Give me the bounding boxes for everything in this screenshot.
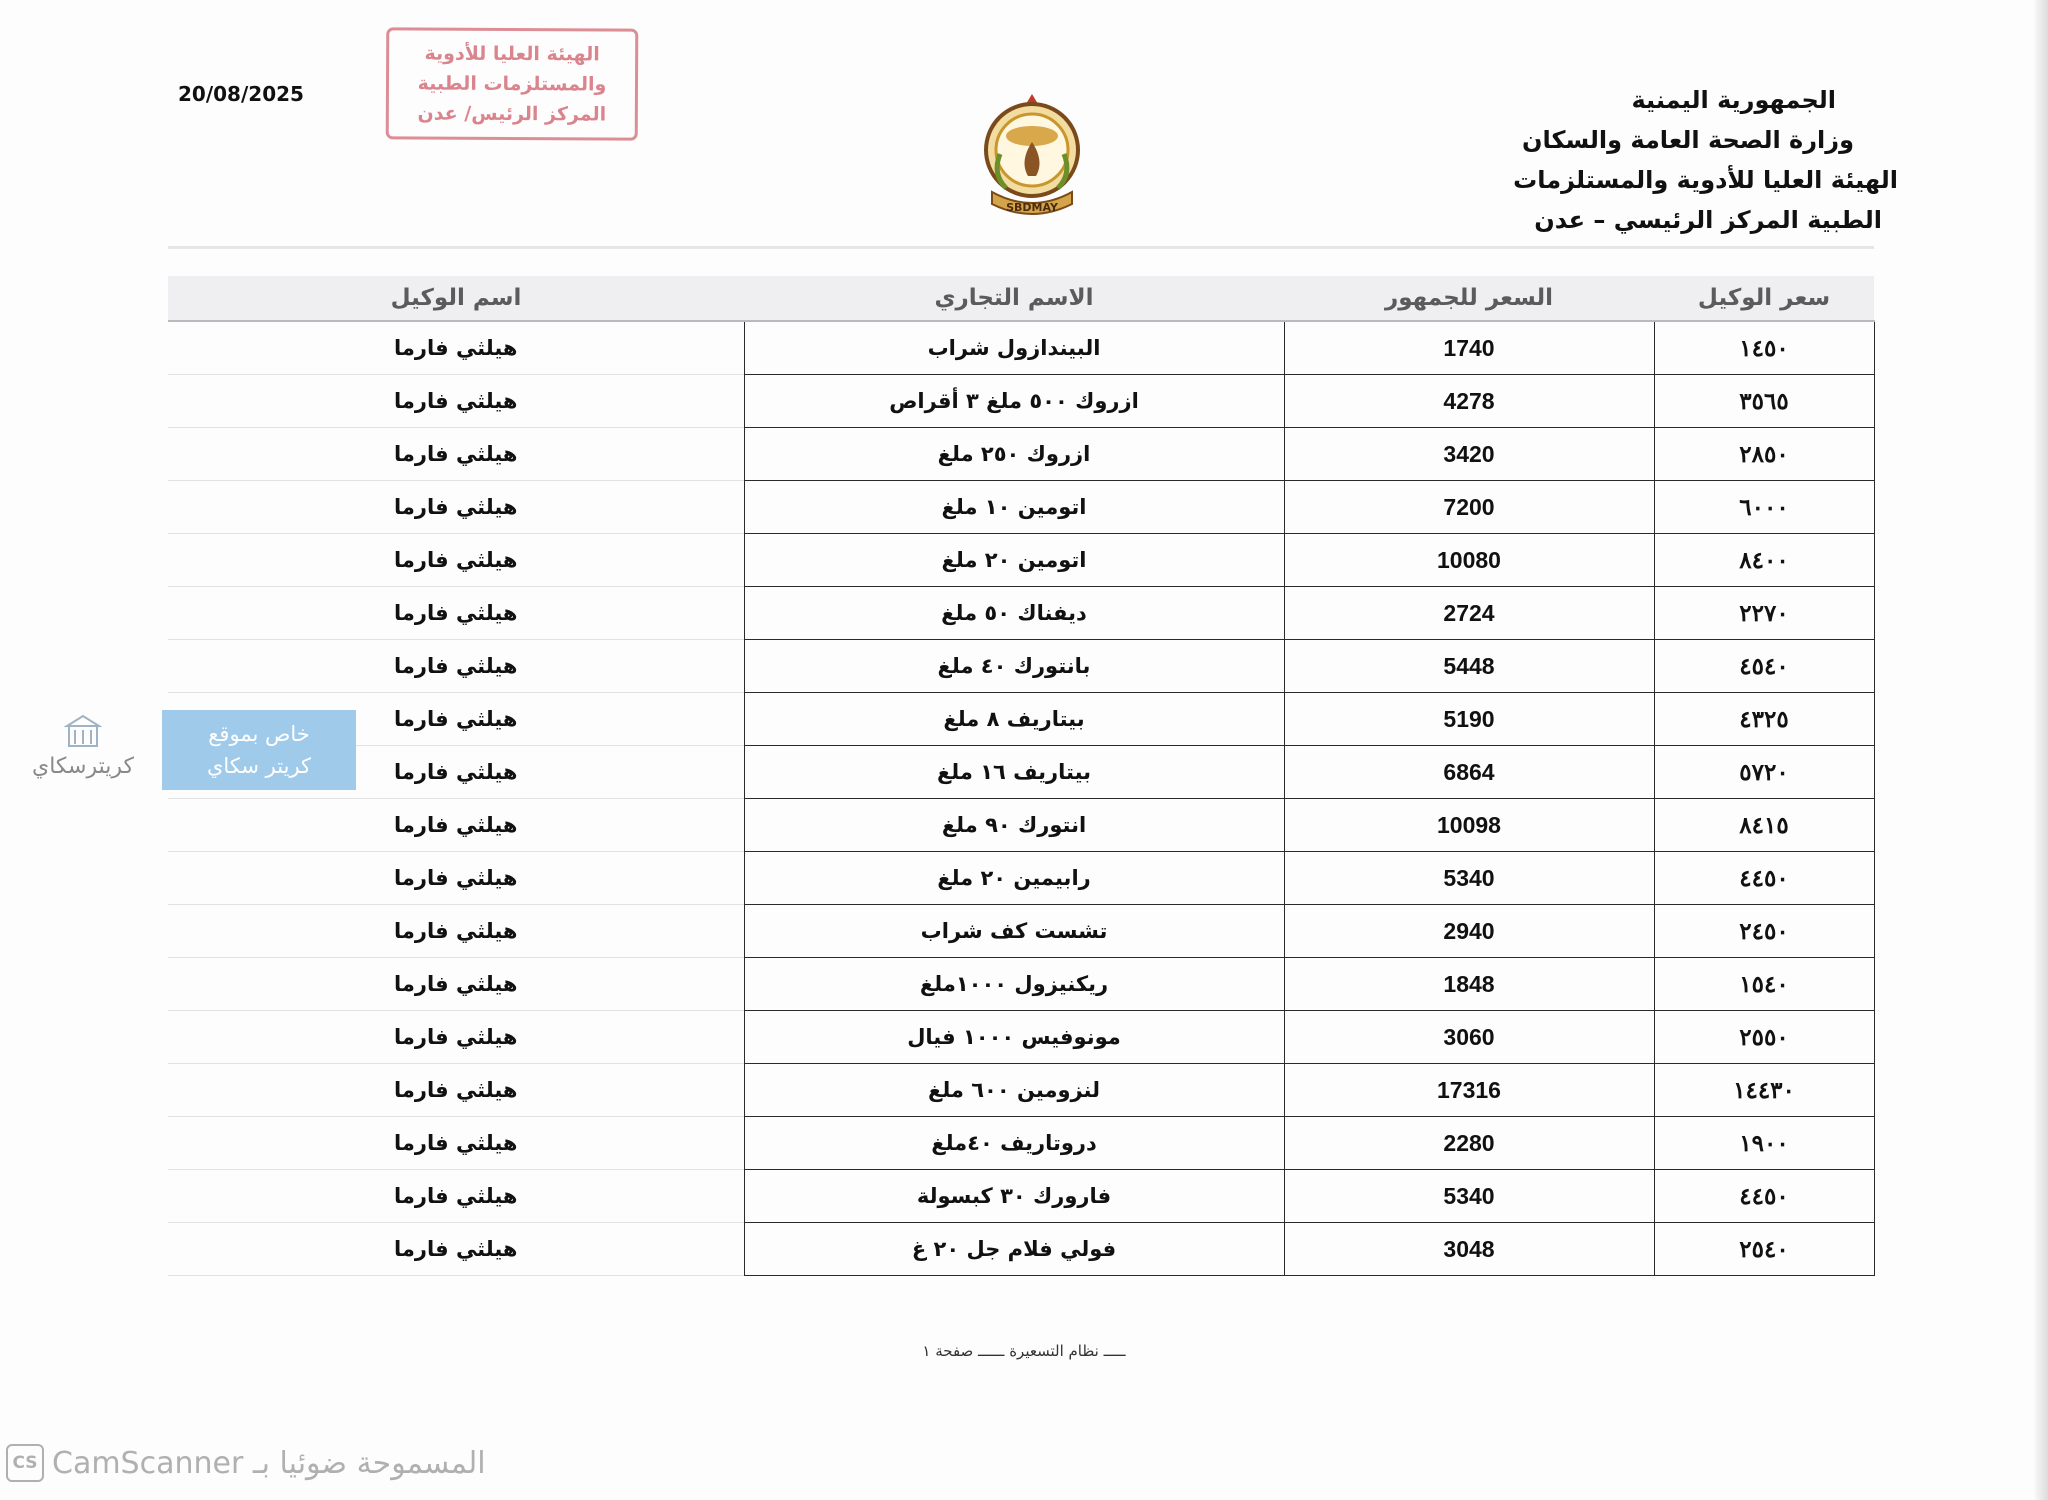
cell-agent-price: ٨٤٠٠ bbox=[1654, 534, 1874, 587]
cell-agent-price: ٤٥٤٠ bbox=[1654, 640, 1874, 693]
cell-trade-name: فولي فلام جل ٢٠ غ bbox=[744, 1223, 1284, 1276]
watermark-line: كريتر سكاي bbox=[206, 754, 312, 778]
column-header-agent-name: اسم الوكيل bbox=[168, 276, 744, 321]
cell-trade-name: انتورك ٩٠ ملغ bbox=[744, 799, 1284, 852]
column-header-agent-price: سعر الوكيل bbox=[1654, 276, 1874, 321]
table-row bbox=[168, 852, 1874, 905]
cell-agent-price: ١٥٤٠ bbox=[1654, 958, 1874, 1011]
cell-agent-price: ٦٠٠٠ bbox=[1654, 481, 1874, 534]
cell-trade-name: بيتاريف ٨ ملغ bbox=[744, 693, 1284, 746]
cell-agent-name: هيلثي فارما bbox=[168, 587, 744, 640]
cell-agent-name: هيلثي فارما bbox=[168, 1170, 744, 1223]
org-line-ministry: وزارة الصحة العامة والسكان bbox=[1522, 126, 1854, 154]
cell-agent-name: هيلثي فارما bbox=[168, 905, 744, 958]
cell-trade-name: دروتاريف ٤٠ملغ bbox=[744, 1117, 1284, 1170]
cell-agent-price: ١٤٥٠ bbox=[1654, 321, 1874, 375]
stamp-line: المركز الرئيس/ عدن bbox=[417, 102, 607, 126]
cell-trade-name: ديفناك ٥٠ ملغ bbox=[744, 587, 1284, 640]
table-row bbox=[168, 958, 1874, 1011]
cell-agent-price: ٢٢٧٠ bbox=[1654, 587, 1874, 640]
cell-public-price: 6864 bbox=[1284, 746, 1654, 799]
cell-public-price: 2280 bbox=[1284, 1117, 1654, 1170]
cell-agent-name: هيلثي فارما bbox=[168, 640, 744, 693]
cell-public-price: 2724 bbox=[1284, 587, 1654, 640]
document-date: 20/08/2025 bbox=[178, 82, 304, 106]
cell-public-price: 1740 bbox=[1284, 321, 1654, 375]
table-header-row bbox=[168, 276, 1874, 321]
column-header-trade-name: الاسم التجاري bbox=[744, 276, 1284, 321]
cell-public-price: 5340 bbox=[1284, 1170, 1654, 1223]
watermark-logo bbox=[18, 712, 148, 782]
cell-public-price: 17316 bbox=[1284, 1064, 1654, 1117]
cell-trade-name: فارورك ٣٠ كبسولة bbox=[744, 1170, 1284, 1223]
sbdmay-emblem-icon bbox=[972, 92, 1092, 228]
cell-trade-name: بانتورك ٤٠ ملغ bbox=[744, 640, 1284, 693]
cell-trade-name: تشست كف شراب bbox=[744, 905, 1284, 958]
cell-agent-price: ٤٣٢٥ bbox=[1654, 693, 1874, 746]
camscanner-watermark bbox=[6, 1440, 486, 1486]
cell-agent-name: هيلثي فارما bbox=[168, 481, 744, 534]
table-row bbox=[168, 905, 1874, 958]
cell-trade-name: ازروك ٥٠٠ ملغ ٣ أقراص bbox=[744, 375, 1284, 428]
cell-agent-name: هيلثي فارما bbox=[168, 852, 744, 905]
price-table-container bbox=[168, 276, 1874, 1276]
cell-agent-name: هيلثي فارما bbox=[168, 321, 744, 375]
cell-agent-name: هيلثي فارما bbox=[168, 428, 744, 481]
cell-agent-price: ٥٧٢٠ bbox=[1654, 746, 1874, 799]
column-header-public-price: السعر للجمهور bbox=[1284, 276, 1654, 321]
scan-edge-shadow bbox=[2034, 0, 2048, 1500]
cell-trade-name: رابيمين ٢٠ ملغ bbox=[744, 852, 1284, 905]
watermark-banner bbox=[162, 710, 356, 790]
org-line-authority: الهيئة العليا للأدوية والمستلزمات bbox=[1513, 166, 1898, 194]
cell-public-price: 3048 bbox=[1284, 1223, 1654, 1276]
table-row bbox=[168, 640, 1874, 693]
table-row bbox=[168, 799, 1874, 852]
organization-header bbox=[1478, 80, 1898, 240]
table-row bbox=[168, 428, 1874, 481]
cell-public-price: 7200 bbox=[1284, 481, 1654, 534]
table-row bbox=[168, 481, 1874, 534]
stamp-line: والمستلزمات الطبية bbox=[417, 72, 607, 96]
table-row bbox=[168, 1223, 1874, 1276]
emblem-text: SBDMAY bbox=[1006, 201, 1058, 214]
cell-trade-name: لنزومين ٦٠٠ ملغ bbox=[744, 1064, 1284, 1117]
table-row bbox=[168, 693, 1874, 746]
cell-public-price: 5340 bbox=[1284, 852, 1654, 905]
table-body bbox=[168, 321, 1874, 1276]
cell-agent-price: ٢٥٤٠ bbox=[1654, 1223, 1874, 1276]
cell-agent-price: ٢٤٥٠ bbox=[1654, 905, 1874, 958]
cell-public-price: 3420 bbox=[1284, 428, 1654, 481]
cell-public-price: 10080 bbox=[1284, 534, 1654, 587]
cell-agent-name: هيلثي فارما bbox=[168, 693, 744, 746]
table-row bbox=[168, 534, 1874, 587]
cell-trade-name: ريكنيزول ١٠٠٠ملغ bbox=[744, 958, 1284, 1011]
stamp-line: الهيئة العليا للأدوية bbox=[424, 42, 600, 66]
table-row bbox=[168, 1011, 1874, 1064]
table-row bbox=[168, 746, 1874, 799]
org-line-country: الجمهورية اليمنية bbox=[1631, 86, 1836, 114]
cell-agent-price: ٢٨٥٠ bbox=[1654, 428, 1874, 481]
cell-public-price: 5448 bbox=[1284, 640, 1654, 693]
cell-agent-name: هيلثي فارما bbox=[168, 375, 744, 428]
cell-public-price: 4278 bbox=[1284, 375, 1654, 428]
cell-agent-price: ٨٤١٥ bbox=[1654, 799, 1874, 852]
cell-agent-name: هيلثي فارما bbox=[168, 1064, 744, 1117]
table-row bbox=[168, 375, 1874, 428]
official-stamp bbox=[386, 27, 639, 140]
cell-trade-name: البيندازول شراب bbox=[744, 321, 1284, 375]
table-row bbox=[168, 321, 1874, 375]
cell-public-price: 1848 bbox=[1284, 958, 1654, 1011]
cell-trade-name: اتومين ٢٠ ملغ bbox=[744, 534, 1284, 587]
org-line-center: الطبية المركز الرئيسي – عدن bbox=[1534, 206, 1882, 234]
building-logo-icon bbox=[63, 712, 103, 752]
cell-public-price: 5190 bbox=[1284, 693, 1654, 746]
cell-agent-name: هيلثي فارما bbox=[168, 746, 744, 799]
cell-trade-name: ازروك ٢٥٠ ملغ bbox=[744, 428, 1284, 481]
page-footer-note: ـــــ نظام التسعيرة ــــــ صفحة ١ bbox=[922, 1342, 1126, 1360]
cell-public-price: 10098 bbox=[1284, 799, 1654, 852]
cell-agent-price: ٤٤٥٠ bbox=[1654, 852, 1874, 905]
cell-agent-price: ٢٥٥٠ bbox=[1654, 1011, 1874, 1064]
cell-agent-price: ١٩٠٠ bbox=[1654, 1117, 1874, 1170]
cell-trade-name: بيتاريف ١٦ ملغ bbox=[744, 746, 1284, 799]
cell-agent-name: هيلثي فارما bbox=[168, 1223, 744, 1276]
cell-agent-name: هيلثي فارما bbox=[168, 534, 744, 587]
cell-agent-name: هيلثي فارما bbox=[168, 799, 744, 852]
cell-agent-name: هيلثي فارما bbox=[168, 1117, 744, 1170]
header-divider bbox=[168, 246, 1874, 249]
cell-agent-name: هيلثي فارما bbox=[168, 1011, 744, 1064]
cell-trade-name: مونوفيس ١٠٠٠ فيال bbox=[744, 1011, 1284, 1064]
cell-agent-price: ٤٤٥٠ bbox=[1654, 1170, 1874, 1223]
watermark-logo-text: كريترسكاي bbox=[31, 754, 135, 779]
table-row bbox=[168, 1064, 1874, 1117]
camscanner-logo-icon: CS bbox=[6, 1444, 44, 1482]
cell-public-price: 3060 bbox=[1284, 1011, 1654, 1064]
watermark-line: خاص بموقع bbox=[208, 722, 310, 746]
camscanner-text: CamScanner المسموحة ضوئيا بـ bbox=[52, 1445, 486, 1481]
table-row bbox=[168, 587, 1874, 640]
cell-agent-name: هيلثي فارما bbox=[168, 958, 744, 1011]
cell-trade-name: اتومين ١٠ ملغ bbox=[744, 481, 1284, 534]
price-table bbox=[168, 276, 1875, 1276]
table-row bbox=[168, 1170, 1874, 1223]
cell-public-price: 2940 bbox=[1284, 905, 1654, 958]
cell-agent-price: ٣٥٦٥ bbox=[1654, 375, 1874, 428]
cell-agent-price: ١٤٤٣٠ bbox=[1654, 1064, 1874, 1117]
table-row bbox=[168, 1117, 1874, 1170]
